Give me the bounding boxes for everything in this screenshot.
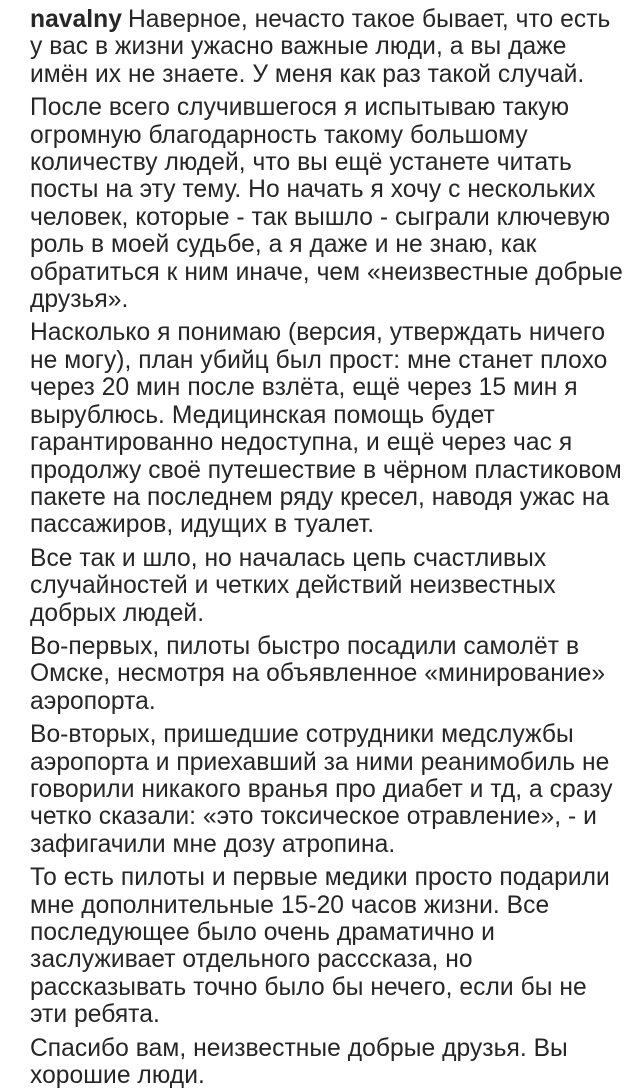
caption-paragraph-3: Насколько я понимаю (версия, утверждать ничего не могу), план убийц был прост: мне станет плохо через 20 мин после взлёта, ещё через 15 мин я вырублюсь. Медицинская помощь будет гарантированно недоступна, и ещё через час я продолжу своё путешествие в чёрном пластиковом пакете на последнем ряду кресел, наводя ужас на пассажиров, идущих в туалет. [30,319,622,539]
caption-paragraph-6: Во-вторых, пришедшие сотрудники медслужбы аэропорта и приехавший за ними реанимобиль не говорили никакого вранья про диабет и тд, а сразу четко сказали: «это токсическое отравление», - и зафигачили мне дозу атропина. [30,721,613,858]
caption-paragraph-2: После всего случившегося я испытываю такую огромную благодарность такому большому количеству людей, что вы ещё устанете читать посты на эту тему. Но начать я хочу с нескольких человек, которые - так вышло - сыграли ключевую роль в моей судьбе, а я даже и не знаю, как обратиться к ним иначе, чем «неизвестные добрые друзья». [30,94,623,314]
caption-text-1: Наверное, нечасто такое бывает, что есть у вас в жизни ужасно важные люди, а вы даже имён их не знаете. У меня как раз такой случай. [30,6,611,88]
caption-paragraph-5: Во-первых, пилоты быстро посадили самолёт в Омске, несмотря на объявленное «минирование» аэропорта. [30,632,606,715]
caption-paragraph-1 [30,6,623,88]
caption-paragraph-4: Все так и шло, но началась цепь счастливых случайностей и четких действий неизвестных добрых людей. [30,544,556,627]
caption-paragraph-7: То есть пилоты и первые медики просто подарили мне дополнительные 15-20 часов жизни. Все последующее было очень драматично и заслуживает отдельного расссказа, но рассказывать точно было бы нечего, если бы не эти ребята. [30,864,610,1029]
username-link[interactable]: navalny [30,6,122,33]
caption-paragraph-8: Спасибо вам, неизвестные добрые друзья. Вы хорошие люди. [30,1034,568,1089]
